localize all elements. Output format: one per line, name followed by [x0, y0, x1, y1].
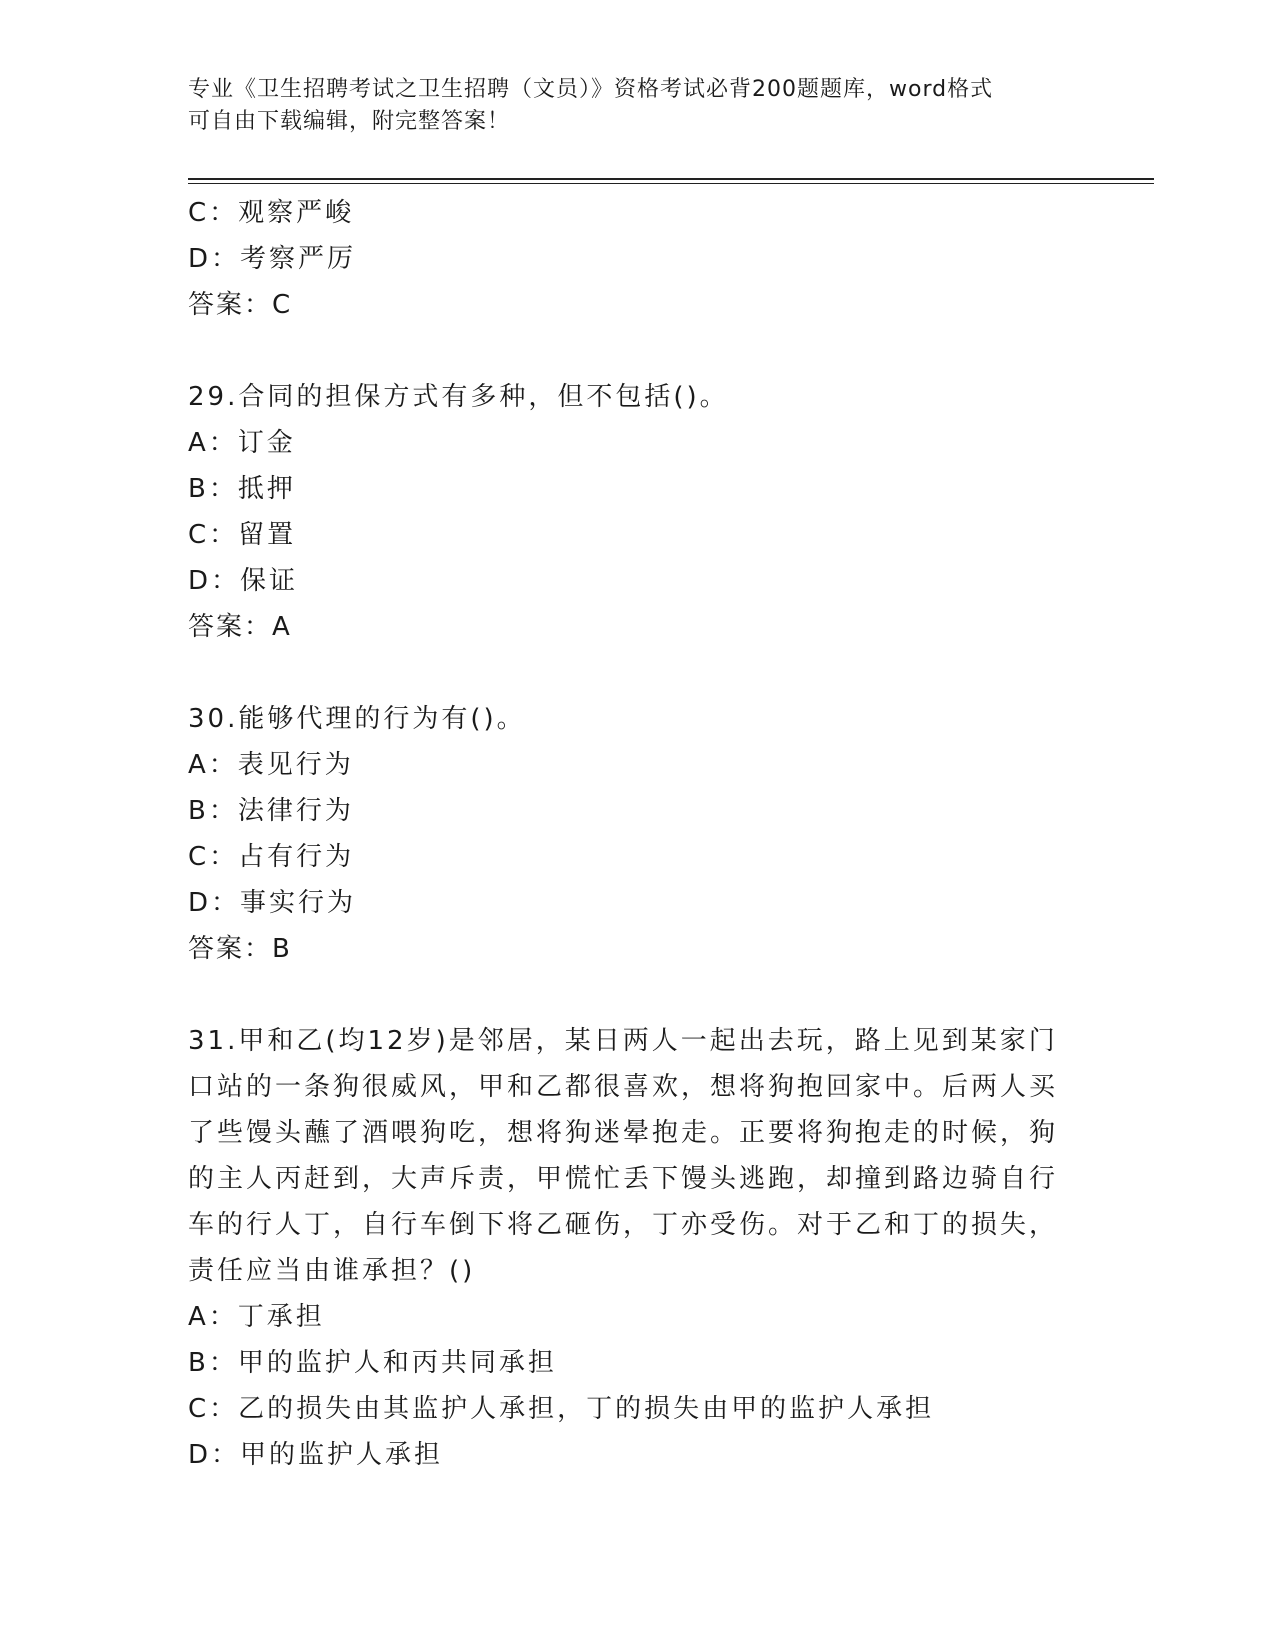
- question-31: [188, 1018, 1068, 1478]
- question-stem-line: 口站的一条狗很威风，甲和乙都很喜欢，想将狗抱回家中。后两人买: [188, 1072, 1059, 1102]
- previous-question-tail: [188, 190, 1068, 328]
- answer: 答案：A: [188, 612, 292, 642]
- spacer: [188, 328, 1068, 374]
- option-c: C：乙的损失由其监护人承担，丁的损失由甲的监护人承担: [188, 1394, 935, 1424]
- option-a: A：丁承担: [188, 1302, 325, 1332]
- spacer: [188, 972, 1068, 1018]
- answer: 答案：B: [188, 934, 292, 964]
- question-stem-line: 31.甲和乙(均12岁)是邻居，某日两人一起出去玩，路上见到某家门: [188, 1026, 1058, 1056]
- question-stem-line: 车的行人丁，自行车倒下将乙砸伤，丁亦受伤。对于乙和丁的损失，: [188, 1210, 1059, 1240]
- question-29: [188, 374, 1068, 650]
- header-line-1: 专业《卫生招聘考试之卫生招聘（文员）》资格考试必背200题题库，word格式: [188, 77, 994, 102]
- option-d: D：事实行为: [188, 888, 357, 918]
- document-header: [188, 74, 1088, 138]
- header-rule-thin: [188, 183, 1154, 184]
- option-b: B：抵押: [188, 474, 296, 504]
- option-c: C：占有行为: [188, 842, 355, 872]
- option-c: C：留置: [188, 520, 297, 550]
- header-line-2: 可自由下载编辑，附完整答案！: [188, 109, 511, 134]
- option-d: D：考察严厉: [188, 244, 357, 274]
- question-stem: 29.合同的担保方式有多种，但不包括()。: [188, 382, 729, 412]
- option-a: A：订金: [188, 428, 296, 458]
- option-d: D：甲的监护人承担: [188, 1440, 444, 1470]
- question-stem: 30.能够代理的行为有()。: [188, 704, 526, 734]
- option-b: B：法律行为: [188, 796, 354, 826]
- spacer: [188, 650, 1068, 696]
- answer: 答案：C: [188, 290, 293, 320]
- question-stem-line: 的主人丙赶到，大声斥责，甲慌忙丢下馒头逃跑，却撞到路边骑自行: [188, 1164, 1059, 1194]
- question-stem-line: 了些馒头蘸了酒喂狗吃，想将狗迷晕抱走。正要将狗抱走的时候，狗: [188, 1118, 1059, 1148]
- option-a: A：表见行为: [188, 750, 354, 780]
- option-d: D：保证: [188, 566, 299, 596]
- question-stem-line: 责任应当由谁承担？(): [188, 1256, 476, 1286]
- header-rule-thick: [188, 178, 1154, 180]
- option-c: C：观察严峻: [188, 198, 355, 228]
- option-b: B：甲的监护人和丙共同承担: [188, 1348, 557, 1378]
- document-body: [188, 190, 1068, 1478]
- question-30: [188, 696, 1068, 972]
